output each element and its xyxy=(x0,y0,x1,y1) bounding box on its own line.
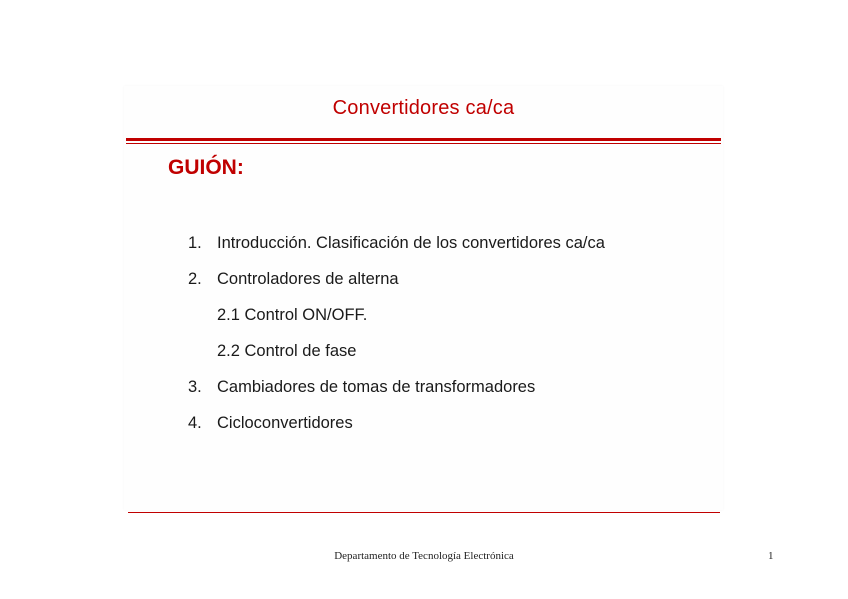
agenda-heading: GUIÓN: xyxy=(168,156,244,179)
title-underline-thick xyxy=(126,138,721,141)
footer-rule xyxy=(128,512,720,513)
agenda-list xyxy=(188,232,605,448)
agenda-item-text: Controladores de alterna xyxy=(217,270,399,288)
agenda-item-text: Cambiadores de tomas de transformadores xyxy=(217,378,536,396)
title-underline-thin xyxy=(126,143,721,144)
agenda-item xyxy=(188,232,605,268)
agenda-subitem-text: 2.2 Control de fase xyxy=(217,342,357,360)
agenda-item-text: Introducción. Clasificación de los convertidores ca/ca xyxy=(217,234,605,252)
agenda-subitem xyxy=(188,340,605,376)
page-number: 1 xyxy=(768,550,774,562)
agenda-item-text: Cicloconvertidores xyxy=(217,414,353,432)
agenda-item-number: 4. xyxy=(188,414,202,432)
agenda-item xyxy=(188,412,605,448)
agenda-item xyxy=(188,376,605,412)
agenda-item-number: 3. xyxy=(188,378,202,396)
agenda-item-number: 2. xyxy=(188,270,202,288)
agenda-item-number: 1. xyxy=(188,234,202,252)
footer-department: Departamento de Tecnología Electrónica xyxy=(334,550,514,562)
slide-title: Convertidores ca/ca xyxy=(332,97,515,119)
slide xyxy=(124,86,723,510)
agenda-item xyxy=(188,268,605,304)
agenda-subitem xyxy=(188,304,605,340)
agenda-subitem-text: 2.1 Control ON/OFF. xyxy=(217,306,368,324)
